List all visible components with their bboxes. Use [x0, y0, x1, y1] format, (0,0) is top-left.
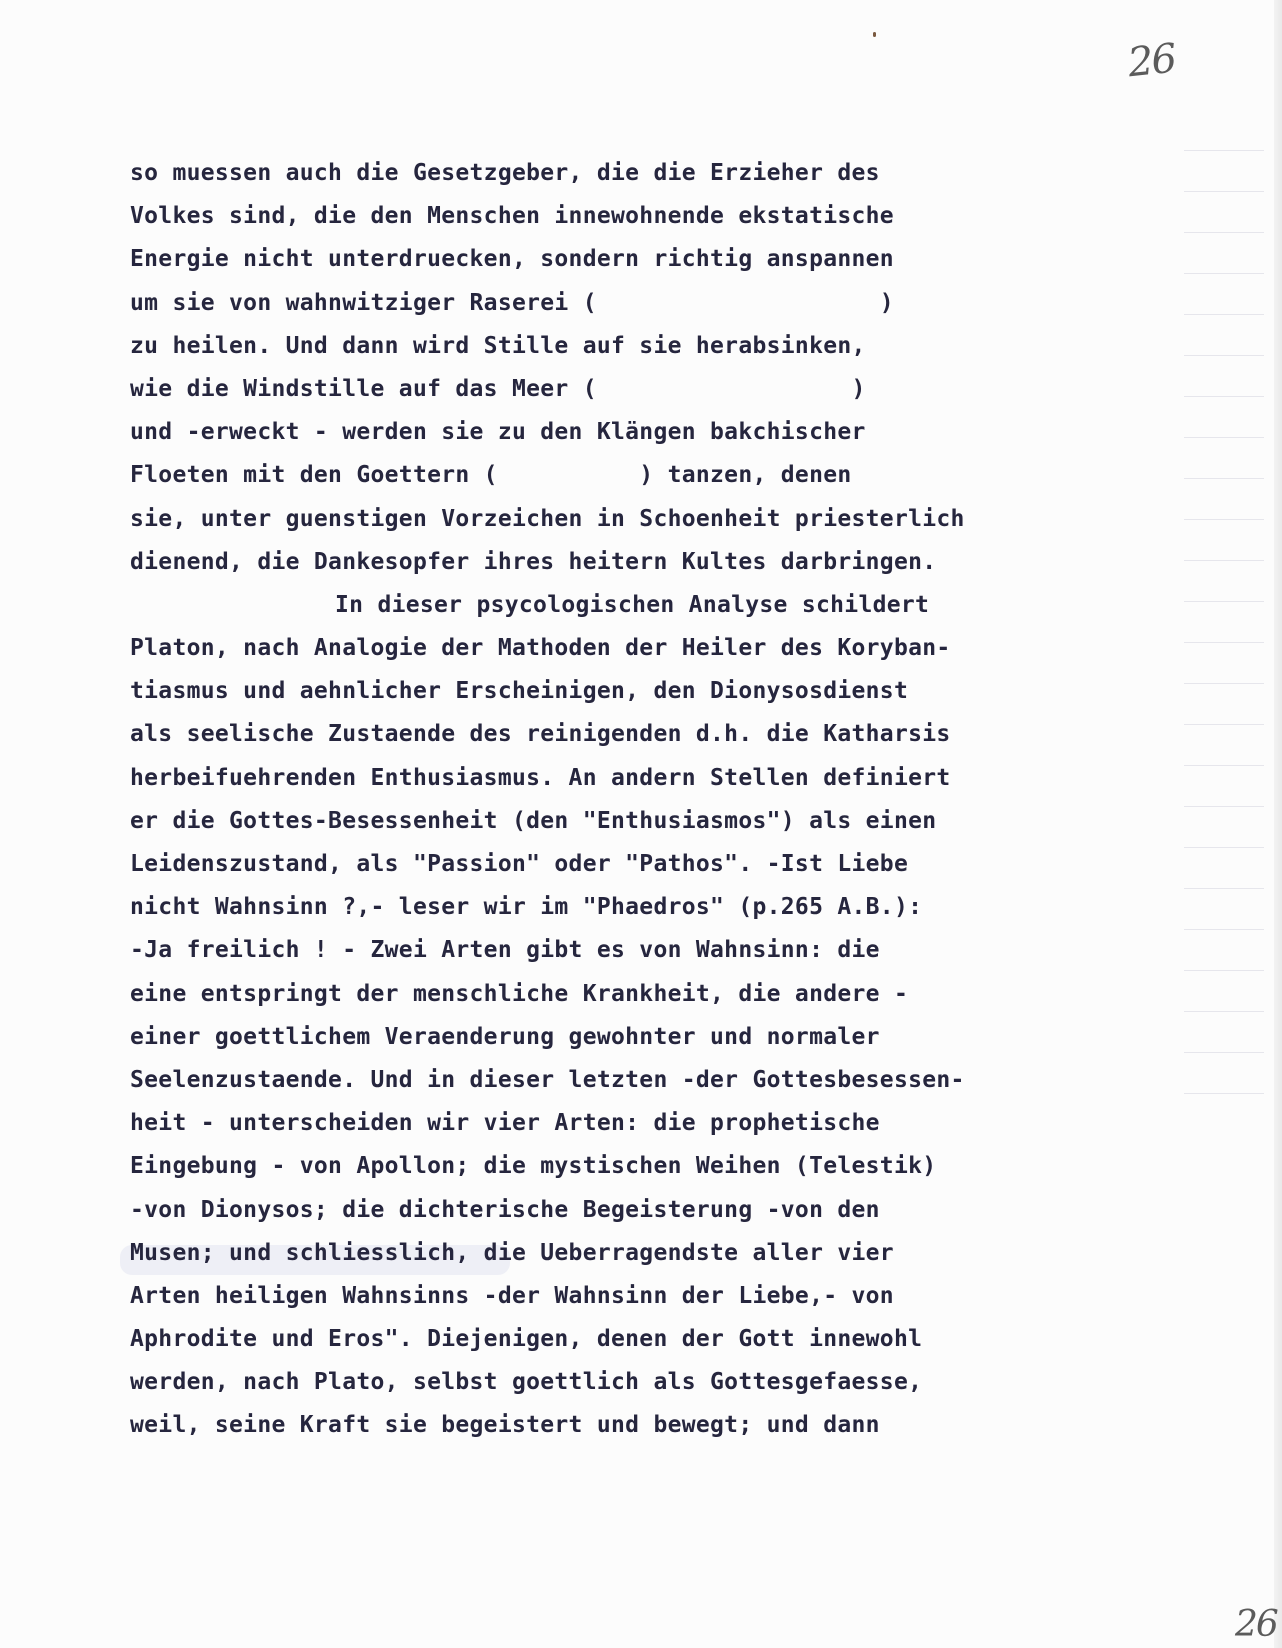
text-line: Aphrodite und Eros". Diejenigen, denen der Gott innewohl	[130, 1326, 923, 1353]
text-line: Platon, nach Analogie der Mathoden der Heiler des Koryban-	[130, 635, 951, 662]
text-line: Eingebung - von Apollon; die mystischen Weihen (Telestik)	[130, 1153, 937, 1180]
typescript-body	[130, 152, 1050, 1448]
text-line: so muessen auch die Gesetzgeber, die die Erzieher des	[130, 160, 880, 186]
text-line: weil, seine Kraft sie begeistert und bewegt; und dann	[130, 1412, 880, 1439]
text-line: Leidenszustand, als "Passion" oder "Pathos". -Ist Liebe	[130, 851, 909, 877]
text-line: Floeten mit den Goettern ( ) tanzen, denen	[130, 462, 852, 489]
text-line: Musen; und schliesslich, die Ueberragendste aller vier	[130, 1239, 894, 1266]
text-line: tiasmus und aehnlicher Erscheinigen, den Dionysosdienst	[130, 678, 909, 705]
pencil-mark	[873, 32, 876, 37]
handwritten-page-number-bottom: 26	[1235, 1604, 1277, 1645]
text-line: wie die Windstille auf das Meer ( )	[130, 375, 866, 402]
paragraph-start-line: In dieser psycologischen Analyse schildert	[335, 591, 930, 618]
text-line: Energie nicht unterdruecken, sondern richtig anspannen	[130, 246, 894, 273]
text-line: er die Gottes-Besessenheit (den "Enthusiasmos") als einen	[130, 807, 937, 834]
text-line: heit - unterscheiden wir vier Arten: die prophetische	[130, 1110, 880, 1137]
text-line: um sie von wahnwitziger Raserei ( )	[130, 289, 894, 316]
text-line: -von Dionysos; die dichterische Begeisterung -von den	[130, 1196, 880, 1223]
text-line: Volkes sind, die den Menschen innewohnende ekstatische	[130, 203, 894, 230]
text-line: Arten heiligen Wahnsinns -der Wahnsinn der Liebe,- von	[130, 1282, 894, 1309]
text-line: werden, nach Plato, selbst goettlich als Gottesgefaesse,	[130, 1369, 923, 1396]
handwritten-page-number-top: 26	[1125, 35, 1178, 87]
page-edge-shadow	[1274, 0, 1282, 1648]
text-line: nicht Wahnsinn ?,- leser wir im "Phaedros" (p.265 A.B.):	[130, 894, 923, 921]
show-through-marks	[1184, 150, 1264, 1250]
text-line: dienend, die Dankesopfer ihres heitern Kultes darbringen.	[130, 548, 937, 575]
text-line: einer goettlichem Veraenderung gewohnter und normaler	[130, 1023, 880, 1050]
text-line: sie, unter guenstigen Vorzeichen in Schoenheit priesterlich	[130, 505, 965, 532]
text-line: Seelenzustaende. Und in dieser letzten -der Gottesbesessen-	[130, 1066, 965, 1093]
text-line: zu heilen. Und dann wird Stille auf sie herabsinken,	[130, 332, 866, 359]
text-line: -Ja freilich ! - Zwei Arten gibt es von Wahnsinn: die	[130, 937, 880, 964]
text-line: herbeifuehrenden Enthusiasmus. An andern Stellen definiert	[130, 764, 951, 791]
text-line: und -erweckt - werden sie zu den Klängen bakchischer	[130, 419, 866, 446]
text-line: als seelische Zustaende des reinigenden d.h. die Katharsis	[130, 721, 951, 748]
text-line: eine entspringt der menschliche Krankheit, die andere -	[130, 980, 909, 1007]
